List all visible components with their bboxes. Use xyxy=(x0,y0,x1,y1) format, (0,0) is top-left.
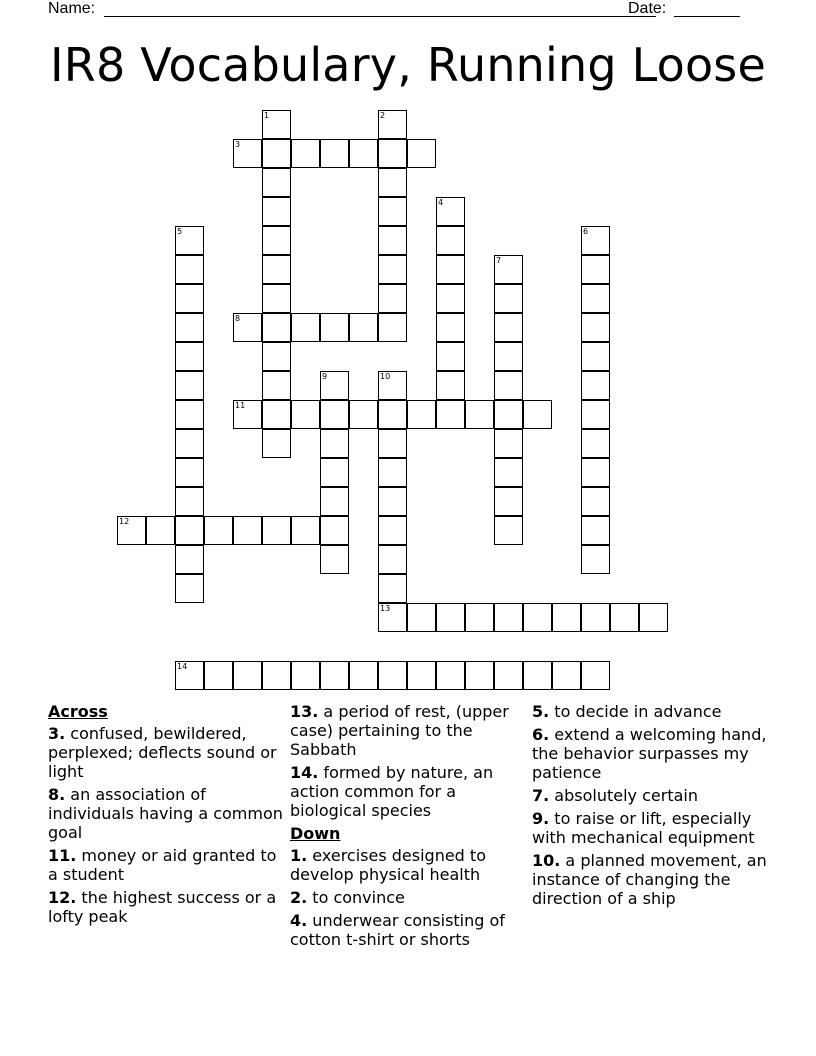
crossword-cell[interactable] xyxy=(610,603,639,632)
clue-num: 5. xyxy=(532,702,550,721)
crossword-cell[interactable] xyxy=(262,226,291,255)
clue-number: 5 xyxy=(177,227,183,236)
crossword-cell[interactable] xyxy=(378,661,407,690)
crossword-cell[interactable] xyxy=(494,603,523,632)
crossword-cell[interactable] xyxy=(175,487,204,516)
crossword-cell[interactable] xyxy=(552,661,581,690)
crossword-cell[interactable] xyxy=(320,545,349,574)
crossword-cell[interactable] xyxy=(349,313,378,342)
crossword-cell[interactable] xyxy=(581,603,610,632)
crossword-cell[interactable] xyxy=(465,400,494,429)
crossword-cell[interactable] xyxy=(291,400,320,429)
crossword-cell[interactable] xyxy=(175,255,204,284)
clue-num: 12. xyxy=(48,888,77,907)
crossword-cell[interactable] xyxy=(494,342,523,371)
crossword-cell[interactable] xyxy=(175,574,204,603)
crossword-cell[interactable] xyxy=(436,342,465,371)
crossword-cell[interactable] xyxy=(349,400,378,429)
crossword-cell[interactable] xyxy=(494,429,523,458)
crossword-cell[interactable] xyxy=(407,139,436,168)
crossword-cell[interactable] xyxy=(581,516,610,545)
clue-item xyxy=(532,851,768,908)
clue-num: 10. xyxy=(532,851,561,870)
crossword-cell[interactable] xyxy=(436,661,465,690)
crossword-cell[interactable] xyxy=(320,487,349,516)
clue-text: a planned movement, an instance of changing the direction of a ship xyxy=(532,851,767,908)
crossword-cell[interactable] xyxy=(175,661,204,690)
crossword-cell[interactable] xyxy=(581,342,610,371)
crossword-cell[interactable] xyxy=(378,110,407,139)
clue-number: 6 xyxy=(583,227,589,236)
crossword-cell[interactable] xyxy=(233,139,262,168)
crossword-cell[interactable] xyxy=(494,516,523,545)
crossword-cell[interactable] xyxy=(175,313,204,342)
clue-number: 14 xyxy=(177,662,188,671)
clue-number: 7 xyxy=(496,256,502,265)
crossword-cell[interactable] xyxy=(581,226,610,255)
crossword-cell[interactable] xyxy=(262,313,291,342)
clue-number: 1 xyxy=(264,111,270,120)
crossword-cell[interactable] xyxy=(175,458,204,487)
across-heading: Across xyxy=(48,702,108,721)
crossword-cell[interactable] xyxy=(494,400,523,429)
crossword-cell[interactable] xyxy=(262,371,291,400)
clue-text: underwear consisting of cotton t-shirt or shorts xyxy=(290,911,505,949)
crossword-cell[interactable] xyxy=(407,661,436,690)
crossword-cell[interactable] xyxy=(262,400,291,429)
clue-item xyxy=(290,888,526,907)
clue-number: 8 xyxy=(235,314,241,323)
crossword-cell[interactable] xyxy=(407,603,436,632)
crossword-cell[interactable] xyxy=(262,284,291,313)
clue-item xyxy=(532,725,768,782)
crossword-cell[interactable] xyxy=(175,371,204,400)
clue-num: 2. xyxy=(290,888,308,907)
crossword-cell[interactable] xyxy=(320,429,349,458)
crossword-cell[interactable] xyxy=(262,168,291,197)
crossword-cell[interactable] xyxy=(320,139,349,168)
crossword-cell[interactable] xyxy=(349,661,378,690)
crossword-cell[interactable] xyxy=(262,342,291,371)
clue-item xyxy=(290,911,526,949)
clue-num: 4. xyxy=(290,911,308,930)
clue-num: 3. xyxy=(48,724,66,743)
crossword-cell[interactable] xyxy=(494,313,523,342)
clue-item xyxy=(532,702,768,721)
crossword-cell[interactable] xyxy=(291,139,320,168)
clue-number: 11 xyxy=(235,401,246,410)
clue-num: 11. xyxy=(48,846,77,865)
clue-num: 14. xyxy=(290,763,319,782)
crossword-cell[interactable] xyxy=(436,226,465,255)
crossword-cell[interactable] xyxy=(523,661,552,690)
crossword-cell[interactable] xyxy=(378,400,407,429)
clue-text: extend a welcoming hand, the behavior surpasses my patience xyxy=(532,725,767,782)
crossword-cell[interactable] xyxy=(233,516,262,545)
crossword-cell[interactable] xyxy=(262,429,291,458)
crossword-cell[interactable] xyxy=(320,458,349,487)
clue-text: to convince xyxy=(307,888,405,907)
crossword-cell[interactable] xyxy=(262,197,291,226)
clue-column-3 xyxy=(532,702,768,912)
clue-text: exercises designed to develop physical health xyxy=(290,846,486,884)
date-label: Date: xyxy=(628,0,667,17)
crossword-cell[interactable] xyxy=(581,661,610,690)
crossword-cell[interactable] xyxy=(175,429,204,458)
crossword-cell[interactable] xyxy=(581,545,610,574)
clue-text: money or aid granted to a student xyxy=(48,846,277,884)
crossword-cell[interactable] xyxy=(494,255,523,284)
clue-text: the highest success or a lofty peak xyxy=(48,888,277,926)
crossword-cell[interactable] xyxy=(378,139,407,168)
crossword-cell[interactable] xyxy=(378,226,407,255)
clue-item xyxy=(48,724,284,781)
clue-item xyxy=(532,809,768,847)
crossword-cell[interactable] xyxy=(436,255,465,284)
crossword-cell[interactable] xyxy=(494,487,523,516)
crossword-cell[interactable] xyxy=(494,661,523,690)
crossword-cell[interactable] xyxy=(436,197,465,226)
crossword-cell[interactable] xyxy=(436,371,465,400)
crossword-cell[interactable] xyxy=(378,313,407,342)
clue-column-2 xyxy=(290,702,526,953)
crossword-cell[interactable] xyxy=(378,487,407,516)
clue-number: 4 xyxy=(438,198,444,207)
crossword-cell[interactable] xyxy=(291,661,320,690)
crossword-cell[interactable] xyxy=(494,284,523,313)
crossword-cell[interactable] xyxy=(378,545,407,574)
clue-number: 10 xyxy=(380,372,391,381)
crossword-cell[interactable] xyxy=(436,313,465,342)
crossword-cell[interactable] xyxy=(175,342,204,371)
crossword-cell[interactable] xyxy=(378,574,407,603)
crossword-cell[interactable] xyxy=(204,661,233,690)
crossword-cell[interactable] xyxy=(581,458,610,487)
crossword-cell[interactable] xyxy=(378,603,407,632)
crossword-cell[interactable] xyxy=(407,400,436,429)
crossword-cell[interactable] xyxy=(523,603,552,632)
crossword-cell[interactable] xyxy=(436,284,465,313)
crossword-cell[interactable] xyxy=(378,371,407,400)
crossword-cell[interactable] xyxy=(262,110,291,139)
crossword-cell[interactable] xyxy=(581,313,610,342)
clue-item xyxy=(290,702,526,759)
crossword-cell[interactable] xyxy=(639,603,668,632)
clue-num: 9. xyxy=(532,809,550,828)
crossword-cell[interactable] xyxy=(320,313,349,342)
clue-item xyxy=(48,785,284,842)
clue-num: 8. xyxy=(48,785,66,804)
clue-number: 13 xyxy=(380,604,391,613)
clue-item xyxy=(48,846,284,884)
crossword-cell[interactable] xyxy=(175,226,204,255)
clue-num: 7. xyxy=(532,786,550,805)
clue-text: formed by nature, an action common for a biological species xyxy=(290,763,494,820)
crossword-cell[interactable] xyxy=(146,516,175,545)
crossword-cell[interactable] xyxy=(204,516,233,545)
clue-text: confused, bewildered, perplexed; deflects sound or light xyxy=(48,724,277,781)
crossword-cell[interactable] xyxy=(233,313,262,342)
crossword-cell[interactable] xyxy=(320,516,349,545)
crossword-cell[interactable] xyxy=(436,400,465,429)
crossword-cell[interactable] xyxy=(175,284,204,313)
crossword-cell[interactable] xyxy=(320,371,349,400)
clue-number: 3 xyxy=(235,140,241,149)
clue-column-1 xyxy=(48,702,284,930)
clue-item xyxy=(290,846,526,884)
crossword-cell[interactable] xyxy=(436,603,465,632)
crossword-cell[interactable] xyxy=(581,487,610,516)
crossword-cell[interactable] xyxy=(581,371,610,400)
crossword-cell[interactable] xyxy=(378,516,407,545)
crossword-cell[interactable] xyxy=(233,661,262,690)
clue-number: 9 xyxy=(322,372,328,381)
crossword-cell[interactable] xyxy=(523,400,552,429)
crossword-cell[interactable] xyxy=(175,400,204,429)
crossword-cell[interactable] xyxy=(262,661,291,690)
name-label: Name: xyxy=(48,0,96,17)
crossword-cell[interactable] xyxy=(378,429,407,458)
crossword-cell[interactable] xyxy=(465,603,494,632)
crossword-cell[interactable] xyxy=(291,313,320,342)
crossword-cell[interactable] xyxy=(175,516,204,545)
crossword-cell[interactable] xyxy=(378,284,407,313)
crossword-cell[interactable] xyxy=(320,661,349,690)
clue-text: absolutely certain xyxy=(549,786,698,805)
clue-item xyxy=(532,786,768,805)
crossword-cell[interactable] xyxy=(175,545,204,574)
down-heading: Down xyxy=(290,824,341,843)
clue-text: a period of rest, (upper case) pertaining to the Sabbath xyxy=(290,702,509,759)
crossword-cell[interactable] xyxy=(581,255,610,284)
crossword-cell[interactable] xyxy=(494,458,523,487)
clue-number: 12 xyxy=(119,517,130,526)
crossword-cell[interactable] xyxy=(262,255,291,284)
crossword-cell[interactable] xyxy=(378,168,407,197)
clue-item xyxy=(48,888,284,926)
clue-text: to decide in advance xyxy=(549,702,722,721)
crossword-cell[interactable] xyxy=(233,400,262,429)
crossword-cell[interactable] xyxy=(378,458,407,487)
clue-text: an association of individuals having a common goal xyxy=(48,785,283,842)
crossword-cell[interactable] xyxy=(494,371,523,400)
crossword-cell[interactable] xyxy=(378,197,407,226)
clue-num: 6. xyxy=(532,725,550,744)
crossword-cell[interactable] xyxy=(262,516,291,545)
crossword-cell[interactable] xyxy=(581,284,610,313)
crossword-cell[interactable] xyxy=(320,400,349,429)
crossword-cell[interactable] xyxy=(291,516,320,545)
crossword-cell[interactable] xyxy=(349,139,378,168)
crossword-cell[interactable] xyxy=(378,255,407,284)
crossword-cell[interactable] xyxy=(581,400,610,429)
clue-item xyxy=(290,763,526,820)
crossword-cell[interactable] xyxy=(117,516,146,545)
clue-num: 1. xyxy=(290,846,308,865)
crossword-cell[interactable] xyxy=(262,139,291,168)
crossword-cell[interactable] xyxy=(465,661,494,690)
crossword-cell[interactable] xyxy=(552,603,581,632)
crossword-cell[interactable] xyxy=(581,429,610,458)
clue-text: to raise or lift, especially with mechanical equipment xyxy=(532,809,755,847)
clue-number: 2 xyxy=(380,111,386,120)
clue-num: 13. xyxy=(290,702,319,721)
page-title: IR8 Vocabulary, Running Loose xyxy=(50,38,766,92)
